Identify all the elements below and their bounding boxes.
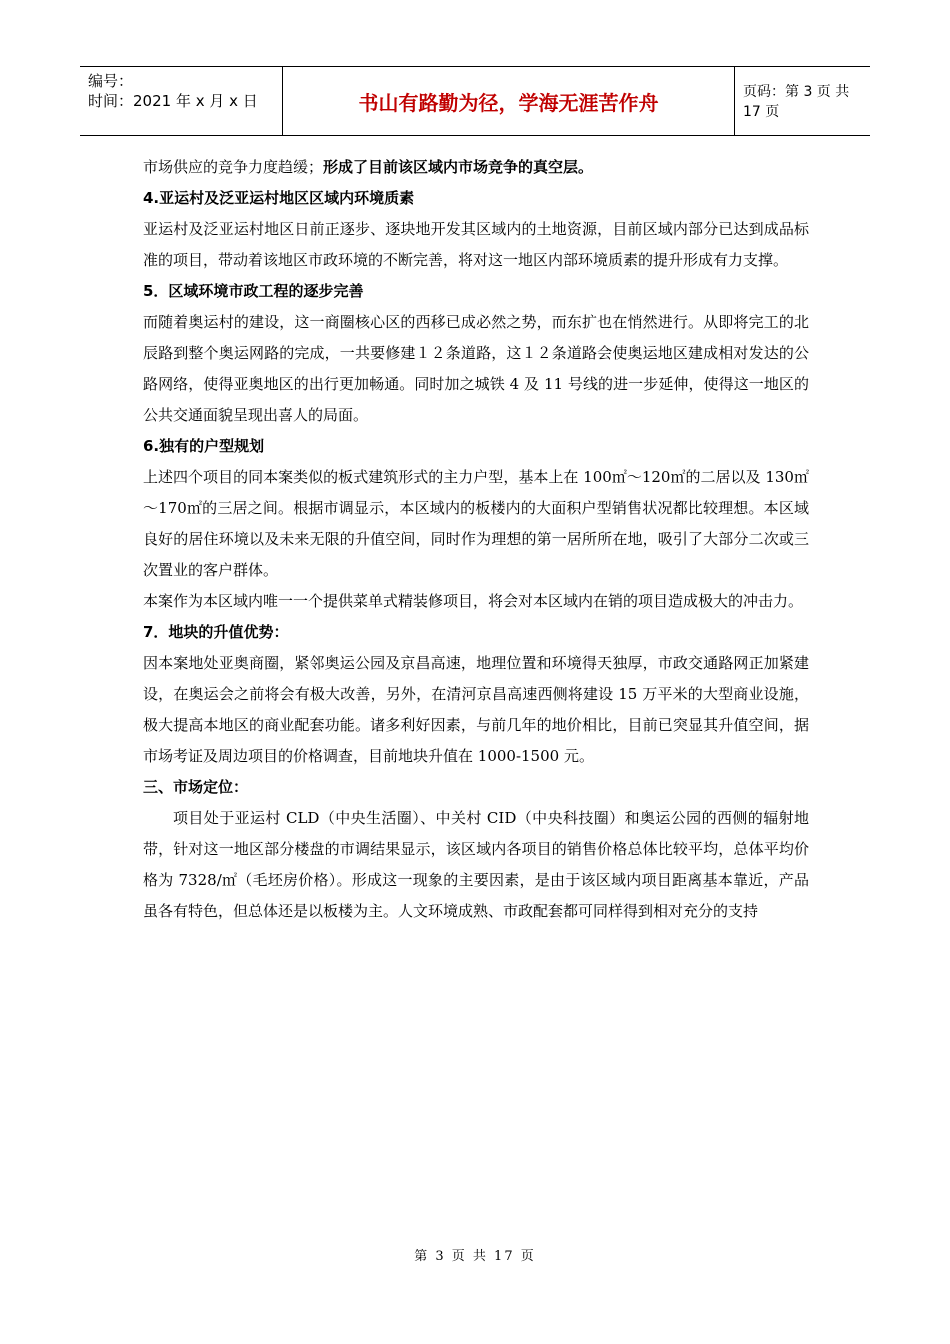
paragraph-2: 亚运村及泛亚运村地区日前正逐步、逐块地开发其区域内的土地资源，目前区域内部分已达到成品标准的项目，带动着该地区市政环境的不断完善，将对这一地区内部环境质素的提升形成有力支撑。 [143, 220, 809, 269]
paragraph-1-bold: 形成了目前该区域内市场竞争的真空层。 [323, 158, 594, 176]
page-header [80, 66, 870, 136]
paragraph-1-text: 市场供应的竞争力度趋缓； [143, 158, 324, 176]
heading-4: 4.亚运村及泛亚运村地区区域内环境质素 [143, 189, 415, 207]
heading-7: 7．地块的升值优势： [143, 623, 289, 641]
heading-5: 5．区域环境市政工程的逐步完善 [143, 282, 364, 300]
header-meta [80, 67, 283, 135]
serial-label: 编号： [88, 72, 134, 90]
paragraph-6: 因本案地处亚奥商圈，紧邻奥运公园及京昌高速，地理位置和环境得天独厚，市政交通路网正加紧建设，在奥运会之前将会有极大改善，另外，在清河京昌高速西侧将建设 15 万平米的大型商业设施，极大提高本地区的商业配套功能。诸多利好因素，与前几年的地价相比，目前已突显其升值空间，据市场考证及周边项目的价格调查，目前地块升值在 1000-1500 元。 [143, 654, 809, 765]
paragraph-4: 上述四个项目的同本案类似的板式建筑形式的主力户型，基本上在 100㎡～120㎡的二居以及 130㎡～170㎡的三居之间。根据市调显示，本区域内的板楼内的大面积户型销售状况都比较理想。本区域良好的居住环境以及未来无限的升值空间，同时作为理想的第一居所所在地，吸引了大部分二次或三次置业的客户群体。 [143, 468, 809, 579]
heading-section-3: 三、市场定位： [143, 778, 249, 796]
header-motto: 书山有路勤为径，学海无涯苦作舟 [283, 67, 735, 135]
document-body [143, 152, 809, 927]
page-footer: 第 3 页 共 17 页 [414, 1249, 536, 1264]
paragraph-3: 而随着奥运村的建设，这一商圈核心区的西移已成必然之势，而东扩也在悄然进行。从即将完工的北辰路到整个奥运网路的完成，一共要修建１２条道路，这１２条道路会使奥运地区建成相对发达的公路网络，使得亚奥地区的出行更加畅通。同时加之城铁 4 及 11 号线的进一步延伸，使得这一地区的公共交通面貌呈现出喜人的局面。 [143, 313, 809, 424]
header-page-info: 页码：第 3 页 共 17 页 [743, 84, 850, 120]
heading-6: 6.独有的户型规划 [143, 437, 265, 455]
paragraph-5: 本案作为本区域内唯一一个提供菜单式精装修项目，将会对本区域内在销的项目造成极大的冲击力。 [143, 592, 804, 610]
paragraph-1 [143, 152, 809, 183]
paragraph-7: 项目处于亚运村 CLD（中央生活圈）、中关村 CID（中央科技圈）和奥运公园的西侧的辐射地带，针对这一地区部分楼盘的市调结果显示，该区域内各项目的销售价格总体比较平均，总体平均价格为 7328/㎡（毛坯房价格）。形成这一现象的主要因素，是由于该区域内项目距离基本靠近，产品虽各有特色，但总体还是以板楼为主。人文环境成熟、市政配套都可同样得到相对充分的支持 [143, 809, 809, 920]
date-label: 时间：2021 年 x 月 x 日 [88, 92, 258, 110]
